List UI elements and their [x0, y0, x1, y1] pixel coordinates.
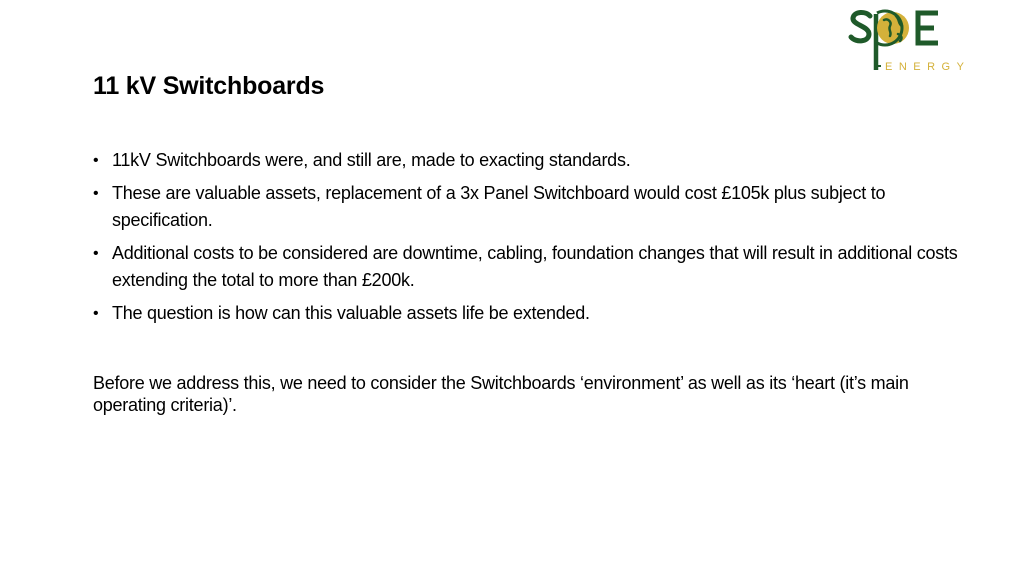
bullet-text: The question is how can this valuable assets life be extended. — [112, 303, 590, 323]
bullet-item — [93, 300, 973, 327]
spe-energy-logo — [848, 6, 976, 74]
bullet-glyph: • — [93, 245, 99, 262]
bullet-glyph: • — [93, 305, 99, 322]
bullet-item — [93, 147, 973, 174]
closing-note: Before we address this, we need to consider the Switchboards ‘environment’ as well as its ‘heart (it’s main operating criteria)’. — [93, 373, 909, 415]
logo-energy-text: ENERGY — [885, 61, 971, 73]
bullet-text: Additional costs to be considered are downtime, cabling, foundation changes that will result in additional costs extending the total to more than £200k. — [112, 243, 958, 290]
slide-title: 11 kV Switchboards — [93, 72, 325, 100]
bullet-list — [93, 147, 973, 333]
bullet-item — [93, 180, 973, 234]
bullet-item — [93, 240, 973, 294]
bullet-glyph: • — [93, 152, 99, 169]
bullet-text: These are valuable assets, replacement of a 3x Panel Switchboard would cost £105k plus subject to specification. — [112, 183, 886, 230]
bullet-text: 11kV Switchboards were, and still are, made to exacting standards. — [112, 150, 631, 170]
bullet-glyph: • — [93, 185, 99, 202]
